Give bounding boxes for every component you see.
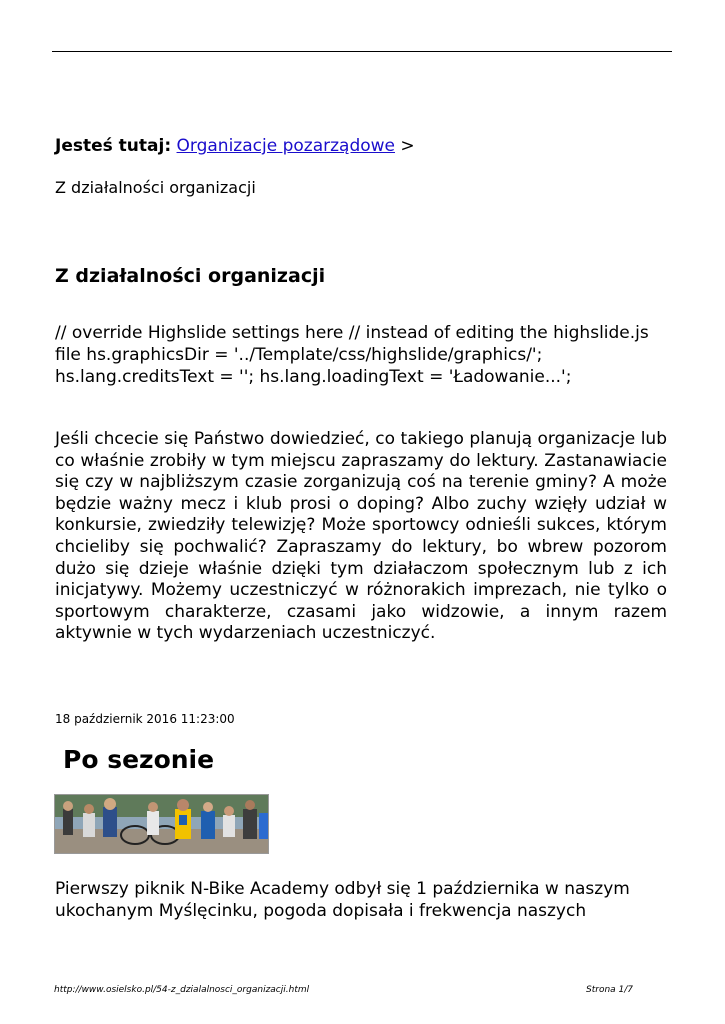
script-line: hs.lang.creditsText = ''; hs.lang.loadingText = 'Ładowanie...'; (55, 367, 572, 387)
breadcrumb (55, 134, 667, 158)
header-rule (52, 51, 672, 52)
footer-page-number: Strona 1/7 (586, 985, 634, 995)
article-lead: Pierwszy piknik N-Bike Academy odbył się 1 października w naszym ukochanym Myślęcinku, pogoda dopisała i frekwencja naszych (55, 879, 630, 921)
article-title: Po sezonie (63, 745, 215, 774)
script-line: // override Highslide settings here // instead of editing the highslide.js (55, 323, 649, 343)
article-photo[interactable] (54, 794, 269, 854)
breadcrumb-separator: > (400, 136, 415, 156)
intro-paragraph: Jeśli chcecie się Państwo dowiedzieć, co takiego planują organizacje lub co właśnie zrobiły w tym miejscu zapraszamy do lektury. Zastanawiacie się czy w najbliższym czasie zorganizują coś na terenie gminy? A może będzie ważny mecz i klub prosi o doping? Albo zuchy wzięły udział w konkursie, zwiedziły telewizję? Może sportowcy odnieśli sukces, którym chcieliby się pochwalić? Zapraszamy do lektury, bo wbrew pozorom dużo się dzieje właśnie dzięki tym działaczom społecznym lub z ich inicjatywy. Możemy uczestniczyć w różnorakich imprezach, nie tylko o sportowym charakterze, czasami jako widzowie, a innym razem aktywnie w tych wydarzeniach uczestniczyć. (55, 429, 667, 644)
article-date: 18 październik 2016 11:23:00 (55, 712, 235, 726)
script-line: file hs.graphicsDir = '../Template/css/highslide/graphics/'; (55, 345, 543, 365)
footer-url: http://www.osielsko.pl/54-z_dzialalnosci_organizacji.html (54, 985, 310, 995)
cyclists-photo-image (55, 795, 268, 853)
breadcrumb-current: Z działalności organizacji (55, 178, 256, 197)
script-text (55, 322, 667, 388)
breadcrumb-link[interactable]: Organizacje pozarządowe (176, 136, 395, 156)
section-title: Z działalności organizacji (55, 265, 326, 287)
breadcrumb-prefix: Jesteś tutaj: (55, 136, 172, 156)
